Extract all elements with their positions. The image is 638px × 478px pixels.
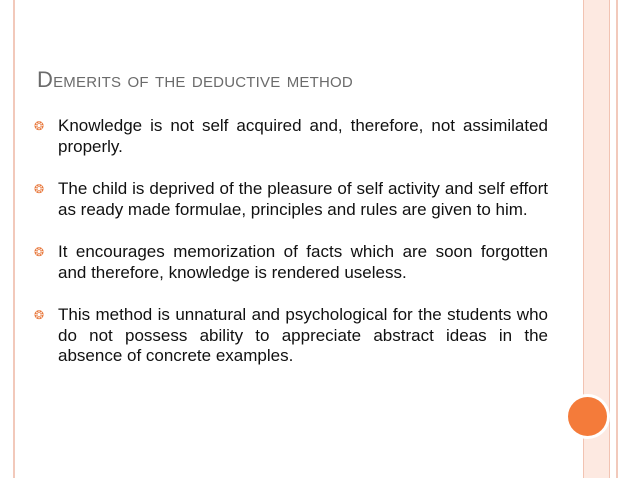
left-border-line xyxy=(13,0,15,478)
orange-circle-decoration xyxy=(568,397,607,436)
bullet-list xyxy=(34,116,548,389)
slide-title: Demerits of the deductive method xyxy=(37,67,353,92)
bullet-text: Knowledge is not self acquired and, therefore, not assimilated properly. xyxy=(58,116,548,156)
bullet-item xyxy=(34,179,548,220)
bullet-item xyxy=(34,242,548,283)
bullet-marker-icon: ❂ xyxy=(34,308,45,322)
bullet-marker-icon: ❂ xyxy=(34,119,45,133)
bullet-text: It encourages memorization of facts which are soon forgotten and therefore, knowledge is rendered useless. xyxy=(58,242,548,282)
bullet-marker-icon: ❂ xyxy=(34,182,45,196)
bullet-text: This method is unnatural and psychological for the students who do not possess ability to appreciate abstract ideas in the absence of concrete examples. xyxy=(58,305,548,365)
bullet-item xyxy=(34,116,548,157)
bullet-item xyxy=(34,305,548,367)
bullet-text: The child is deprived of the pleasure of self activity and self effort as ready made formulae, principles and rules are given to him. xyxy=(58,179,548,219)
bullet-marker-icon: ❂ xyxy=(34,245,45,259)
right-border-line xyxy=(616,0,618,478)
